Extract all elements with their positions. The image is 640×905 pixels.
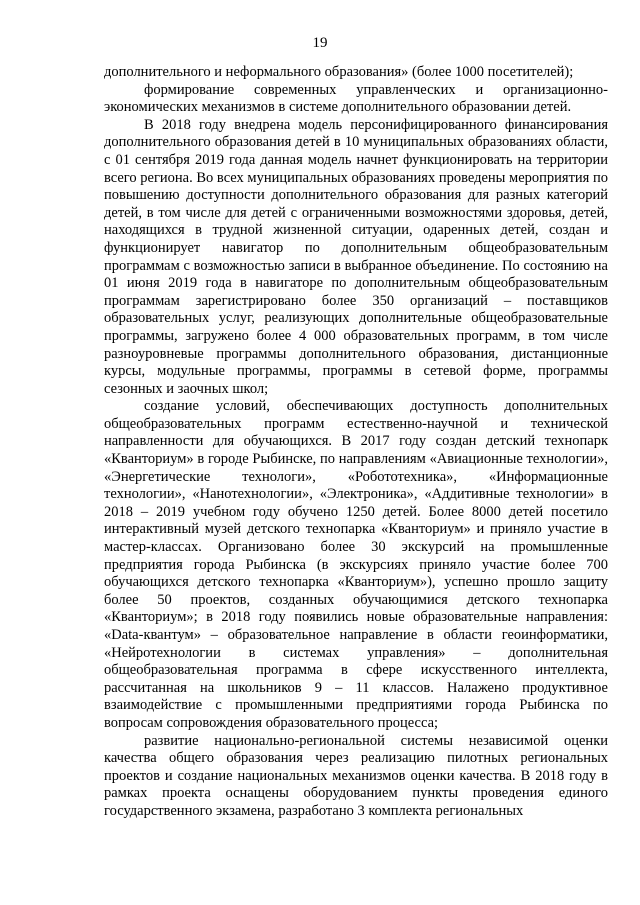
page-number: 19 — [312, 35, 328, 51]
paragraph-kvantorium: создание условий, обеспечивающих доступность дополнительных общеобразовательных программ естественно-научной и технической направленности для обучающихся. В 2017 году создан детский технопарк «Кванториум» в городе Рыбинске, по направлениям «Авиационные технологии», «Энергетические технологи», «Робототехника», «Информационные технологии», «Нанотехнологии», «Электроника», «Аддитивные технологии» в 2018 – 2019 учебном году обучено 1250 детей. Более 8000 детей посетило интерактивный музей детского технопарка «Кванториум» и приняло участие в мастер-классах. Организовано более 30 экскурсий на промышленные предприятия города Рыбинска (в экскурсиях приняло участие более 700 обучающихся детского технопарка «Кванториум»), успешно прошло защиту более 50 проектов, созданных обучающимися детского технопарка «Кванториум»; в 2018 году появились новые образовательные направления: «Data-квантум» – образовательное направление в области геоинформатики, «Нейротехнологии в системах управления» – дополнительная общеобразовательная программа в сфере искусственного интеллекта, рассчитанная на школьников 9 – 11 классов. Налажено продуктивное взаимодействие с промышленными предприятиями города Рыбинска по вопросам сопровождения образовательного процесса; — [104, 398, 608, 731]
paragraph-management-mechanisms: формирование современных управленческих и организационно-экономических механизмов в системе дополнительного образовании детей. — [104, 81, 608, 116]
paragraph-quality-assessment: развитие национально-региональной системы независимой оценки качества общего образования через реализацию пилотных региональных проектов и создание национальных механизмов оценки качества. В 2018 году в рамках проекта оснащены оборудованием пункты проведения единого государственного экзамена, разработано 3 комплекта региональных — [104, 732, 608, 819]
document-body — [104, 64, 608, 821]
paragraph-personified-financing: В 2018 году внедрена модель персонифицированного финансирования дополнительного образования детей в 10 муниципальных образованиях области, с 01 сентября 2019 года данная модель начнет функционировать на территории всего региона. Во всех муниципальных образованиях проведены мероприятия по повышению доступности дополнительного образования для разных категорий детей, в том числе для детей с ограниченными возможностями здоровья, детей, находящихся в трудной жизненной ситуации, одаренных детей, создан и функционирует навигатор по дополнительным общеобразовательным программам с возможностью записи в выбранное объединение. По состоянию на 01 июня 2019 года в навигаторе по дополнительным общеобразовательным программам зарегистрировано более 350 организаций – поставщиков образовательных услуг, реализующих дополнительные общеобразовательные программы, загружено более 4 000 образовательных программ, в том числе разноуровневые программы дополнительного образования, дистанционные курсы, модульные программы, программы в сетевой форме, программы сезонных и заочных школ; — [104, 116, 608, 397]
paragraph-continuation: дополнительного и неформального образования» (более 1000 посетителей); — [104, 64, 574, 80]
